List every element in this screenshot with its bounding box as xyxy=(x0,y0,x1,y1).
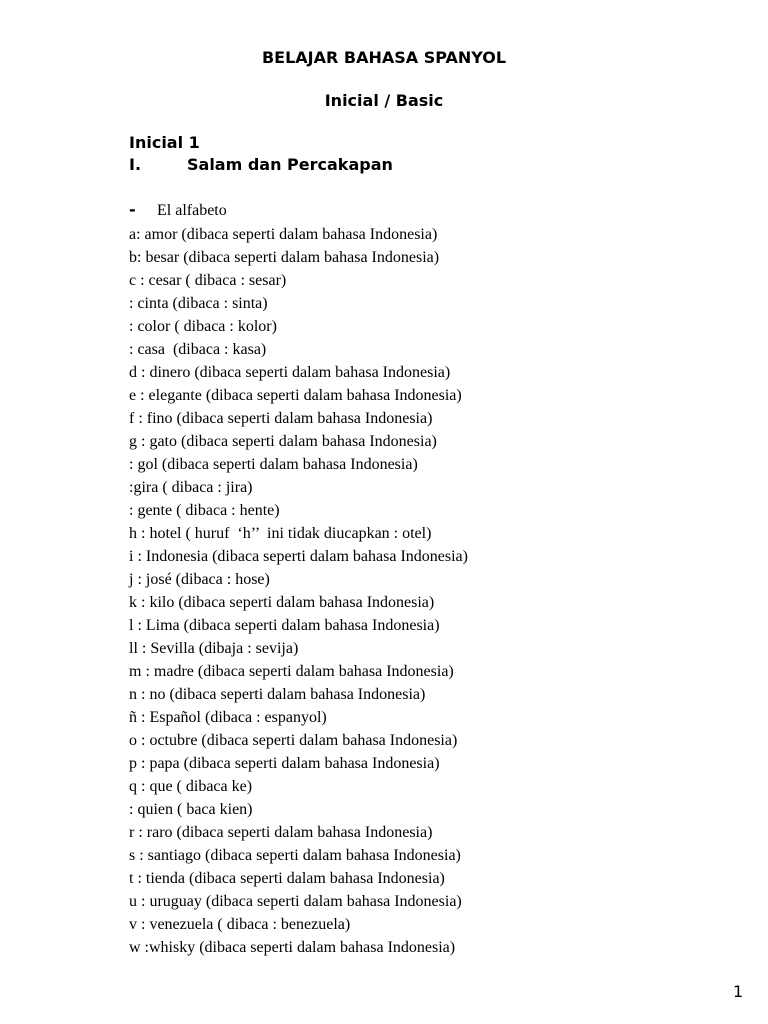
alphabet-entry: o : octubre (dibaca seperti dalam bahasa Indonesia) xyxy=(129,732,458,749)
alphabet-entry: s : santiago (dibaca seperti dalam bahasa Indonesia) xyxy=(129,847,461,864)
alphabet-entry: i : Indonesia (dibaca seperti dalam bahasa Indonesia) xyxy=(129,548,468,565)
alphabet-entry: q : que ( dibaca ke) xyxy=(129,778,253,795)
alphabet-entry: r : raro (dibaca seperti dalam bahasa Indonesia) xyxy=(129,824,433,841)
alphabet-entry: d : dinero (dibaca seperti dalam bahasa Indonesia) xyxy=(129,364,451,381)
alphabet-entry: p : papa (dibaca seperti dalam bahasa Indonesia) xyxy=(129,755,440,772)
alphabet-entry: l : Lima (dibaca seperti dalam bahasa Indonesia) xyxy=(129,617,440,634)
bullet-text: El alfabeto xyxy=(157,202,227,219)
alphabet-entry: m : madre (dibaca seperti dalam bahasa Indonesia) xyxy=(129,663,454,680)
document-title: BELAJAR BAHASA SPANYOL xyxy=(261,48,507,67)
bullet-dash: - xyxy=(129,200,136,219)
alphabet-entry: : quien ( baca kien) xyxy=(129,801,253,818)
alphabet-entry: :gira ( dibaca : jira) xyxy=(129,479,253,496)
document-subtitle: Inicial / Basic xyxy=(324,91,444,110)
alphabet-entry: f : fino (dibaca seperti dalam bahasa Indonesia) xyxy=(129,410,433,427)
alphabet-bullet xyxy=(129,200,227,220)
alphabet-entry: g : gato (dibaca seperti dalam bahasa Indonesia) xyxy=(129,433,437,450)
alphabet-entry: : color ( dibaca : kolor) xyxy=(129,318,277,335)
alphabet-entry: w :whisky (dibaca seperti dalam bahasa Indonesia) xyxy=(129,939,456,956)
alphabet-entry: : cinta (dibaca : sinta) xyxy=(129,295,268,312)
heading-text: Salam dan Percakapan xyxy=(187,155,393,174)
alphabet-entry: k : kilo (dibaca seperti dalam bahasa Indonesia) xyxy=(129,594,435,611)
alphabet-entry: t : tienda (dibaca seperti dalam bahasa Indonesia) xyxy=(129,870,445,887)
alphabet-list xyxy=(129,223,468,959)
alphabet-entry: : gol (dibaca seperti dalam bahasa Indonesia) xyxy=(129,456,418,473)
section-heading xyxy=(129,155,393,174)
alphabet-entry: : casa (dibaca : kasa) xyxy=(129,341,267,358)
alphabet-entry: b: besar (dibaca seperti dalam bahasa Indonesia) xyxy=(129,249,440,266)
alphabet-entry: c : cesar ( dibaca : sesar) xyxy=(129,272,287,289)
alphabet-entry: ll : Sevilla (dibaja : sevija) xyxy=(129,640,299,657)
alphabet-entry: u : uruguay (dibaca seperti dalam bahasa Indonesia) xyxy=(129,893,462,910)
alphabet-entry: e : elegante (dibaca seperti dalam bahasa Indonesia) xyxy=(129,387,462,404)
alphabet-entry: : gente ( dibaca : hente) xyxy=(129,502,280,519)
alphabet-entry: h : hotel ( huruf ‘h’’ ini tidak diucapkan : otel) xyxy=(129,525,432,542)
alphabet-entry: n : no (dibaca seperti dalam bahasa Indonesia) xyxy=(129,686,426,703)
section-label: Inicial 1 xyxy=(129,133,200,152)
heading-number: I. xyxy=(129,155,142,174)
alphabet-entry: j : josé (dibaca : hose) xyxy=(129,571,270,588)
page-number: 1 xyxy=(733,982,744,1001)
alphabet-entry: ñ : Español (dibaca : espanyol) xyxy=(129,709,327,726)
alphabet-entry: v : venezuela ( dibaca : benezuela) xyxy=(129,916,351,933)
alphabet-entry: a: amor (dibaca seperti dalam bahasa Indonesia) xyxy=(129,226,438,243)
